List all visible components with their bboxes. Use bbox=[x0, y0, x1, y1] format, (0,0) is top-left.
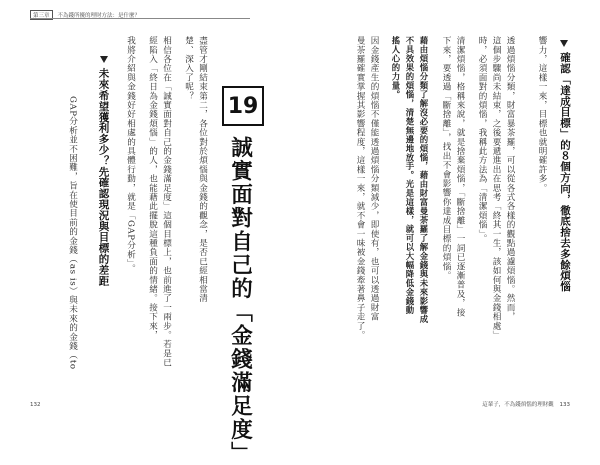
right-col-5: 清潔煩惱，格稱來說，就是捨棄煩惱，「斷捨離」一詞已逐漸普及，接 bbox=[455, 36, 465, 317]
left-col-3: 相信各位在「誠實面對自己的金錢滿足度」這個目標上，也前進了一兩步。若是已 bbox=[161, 36, 172, 368]
left-col-6: GAP分析並不困難，旨在使目前的金錢（as is）與未來的金錢（to bbox=[67, 96, 78, 370]
left-col-2: 楚、深入了呢？ bbox=[183, 36, 194, 101]
chapter-label: 第三章 bbox=[30, 10, 53, 20]
right-page-number: 133 bbox=[559, 402, 570, 408]
right-col-8: 曼荼羅確實掌握其影響程度，這樣一來，就不會一味被金錢牽著鼻子走了。 bbox=[355, 36, 365, 340]
right-emphasis-3: 搖人心的力量。 bbox=[391, 36, 401, 99]
right-col-4: 時，必須面對的煩惱，我稱此方法為「清潔煩惱」。 bbox=[477, 36, 487, 244]
left-col-5: 我將介紹與金錢好好相處的具體行動，就是「GAP分析」。 bbox=[125, 36, 136, 274]
left-page-number: 132 bbox=[30, 402, 41, 408]
section-heading-left: 未來希望獲利多少？先確認現況與目標的差距 bbox=[97, 68, 110, 286]
right-col-1: 響力，這樣一來，目標也就明確許多。 bbox=[537, 36, 547, 193]
right-page-footer bbox=[482, 400, 570, 408]
right-emphasis-1: 藉由煩惱分類了解沒必要的煩惱，藉由財富曼荼羅了解金錢與未來影響成 bbox=[419, 36, 429, 324]
heading-marker-icon bbox=[100, 56, 108, 63]
right-col-6: 下來，要透過「斷捨離」，找出不會影響你達成目標的煩惱。 bbox=[441, 36, 451, 281]
chapter-title: 不為錢所擾的理財方法：是什麼？ bbox=[57, 13, 141, 19]
chapter-number: 19 bbox=[222, 86, 264, 126]
heading-marker-icon bbox=[560, 40, 568, 47]
right-col-3: 這個步驟尚未結束，之後要遞進出在思考「終其一生，該如何與金錢相處」 bbox=[491, 36, 501, 340]
right-col-7: 因金錢產生的煩惱不僅能透過煩惱分類減少，即使有，也可以透過財富 bbox=[369, 36, 379, 322]
section-heading-right: 確認「達成目標」的８個方向，徹底捨去多餘煩惱 bbox=[559, 52, 571, 292]
chapter-title-vertical: 誠實面對自己的「金錢滿足度」 bbox=[227, 136, 253, 465]
left-col-4: 經陷入「終日為金錢煩惱」的人，也能藉此擺脫這種負面的情緒。接下來， bbox=[147, 36, 158, 340]
right-emphasis-2: 不具效果的煩惱，清楚無邊地放手。光是這樣，就可以大幅降低金錢動 bbox=[405, 36, 415, 315]
header-rule bbox=[30, 18, 250, 19]
left-col-1: 盡管才剛結束第二，各位對於煩惱與金錢的觀念，是否已經相當清 bbox=[197, 36, 208, 303]
running-footer-title: 這輩子，不為錢煩惱的理財觀 bbox=[482, 402, 554, 408]
right-col-2: 透過煩惱分類，財富暴茶羅，可以從各式各樣的觀點過濾煩惱。然而， bbox=[505, 36, 515, 322]
